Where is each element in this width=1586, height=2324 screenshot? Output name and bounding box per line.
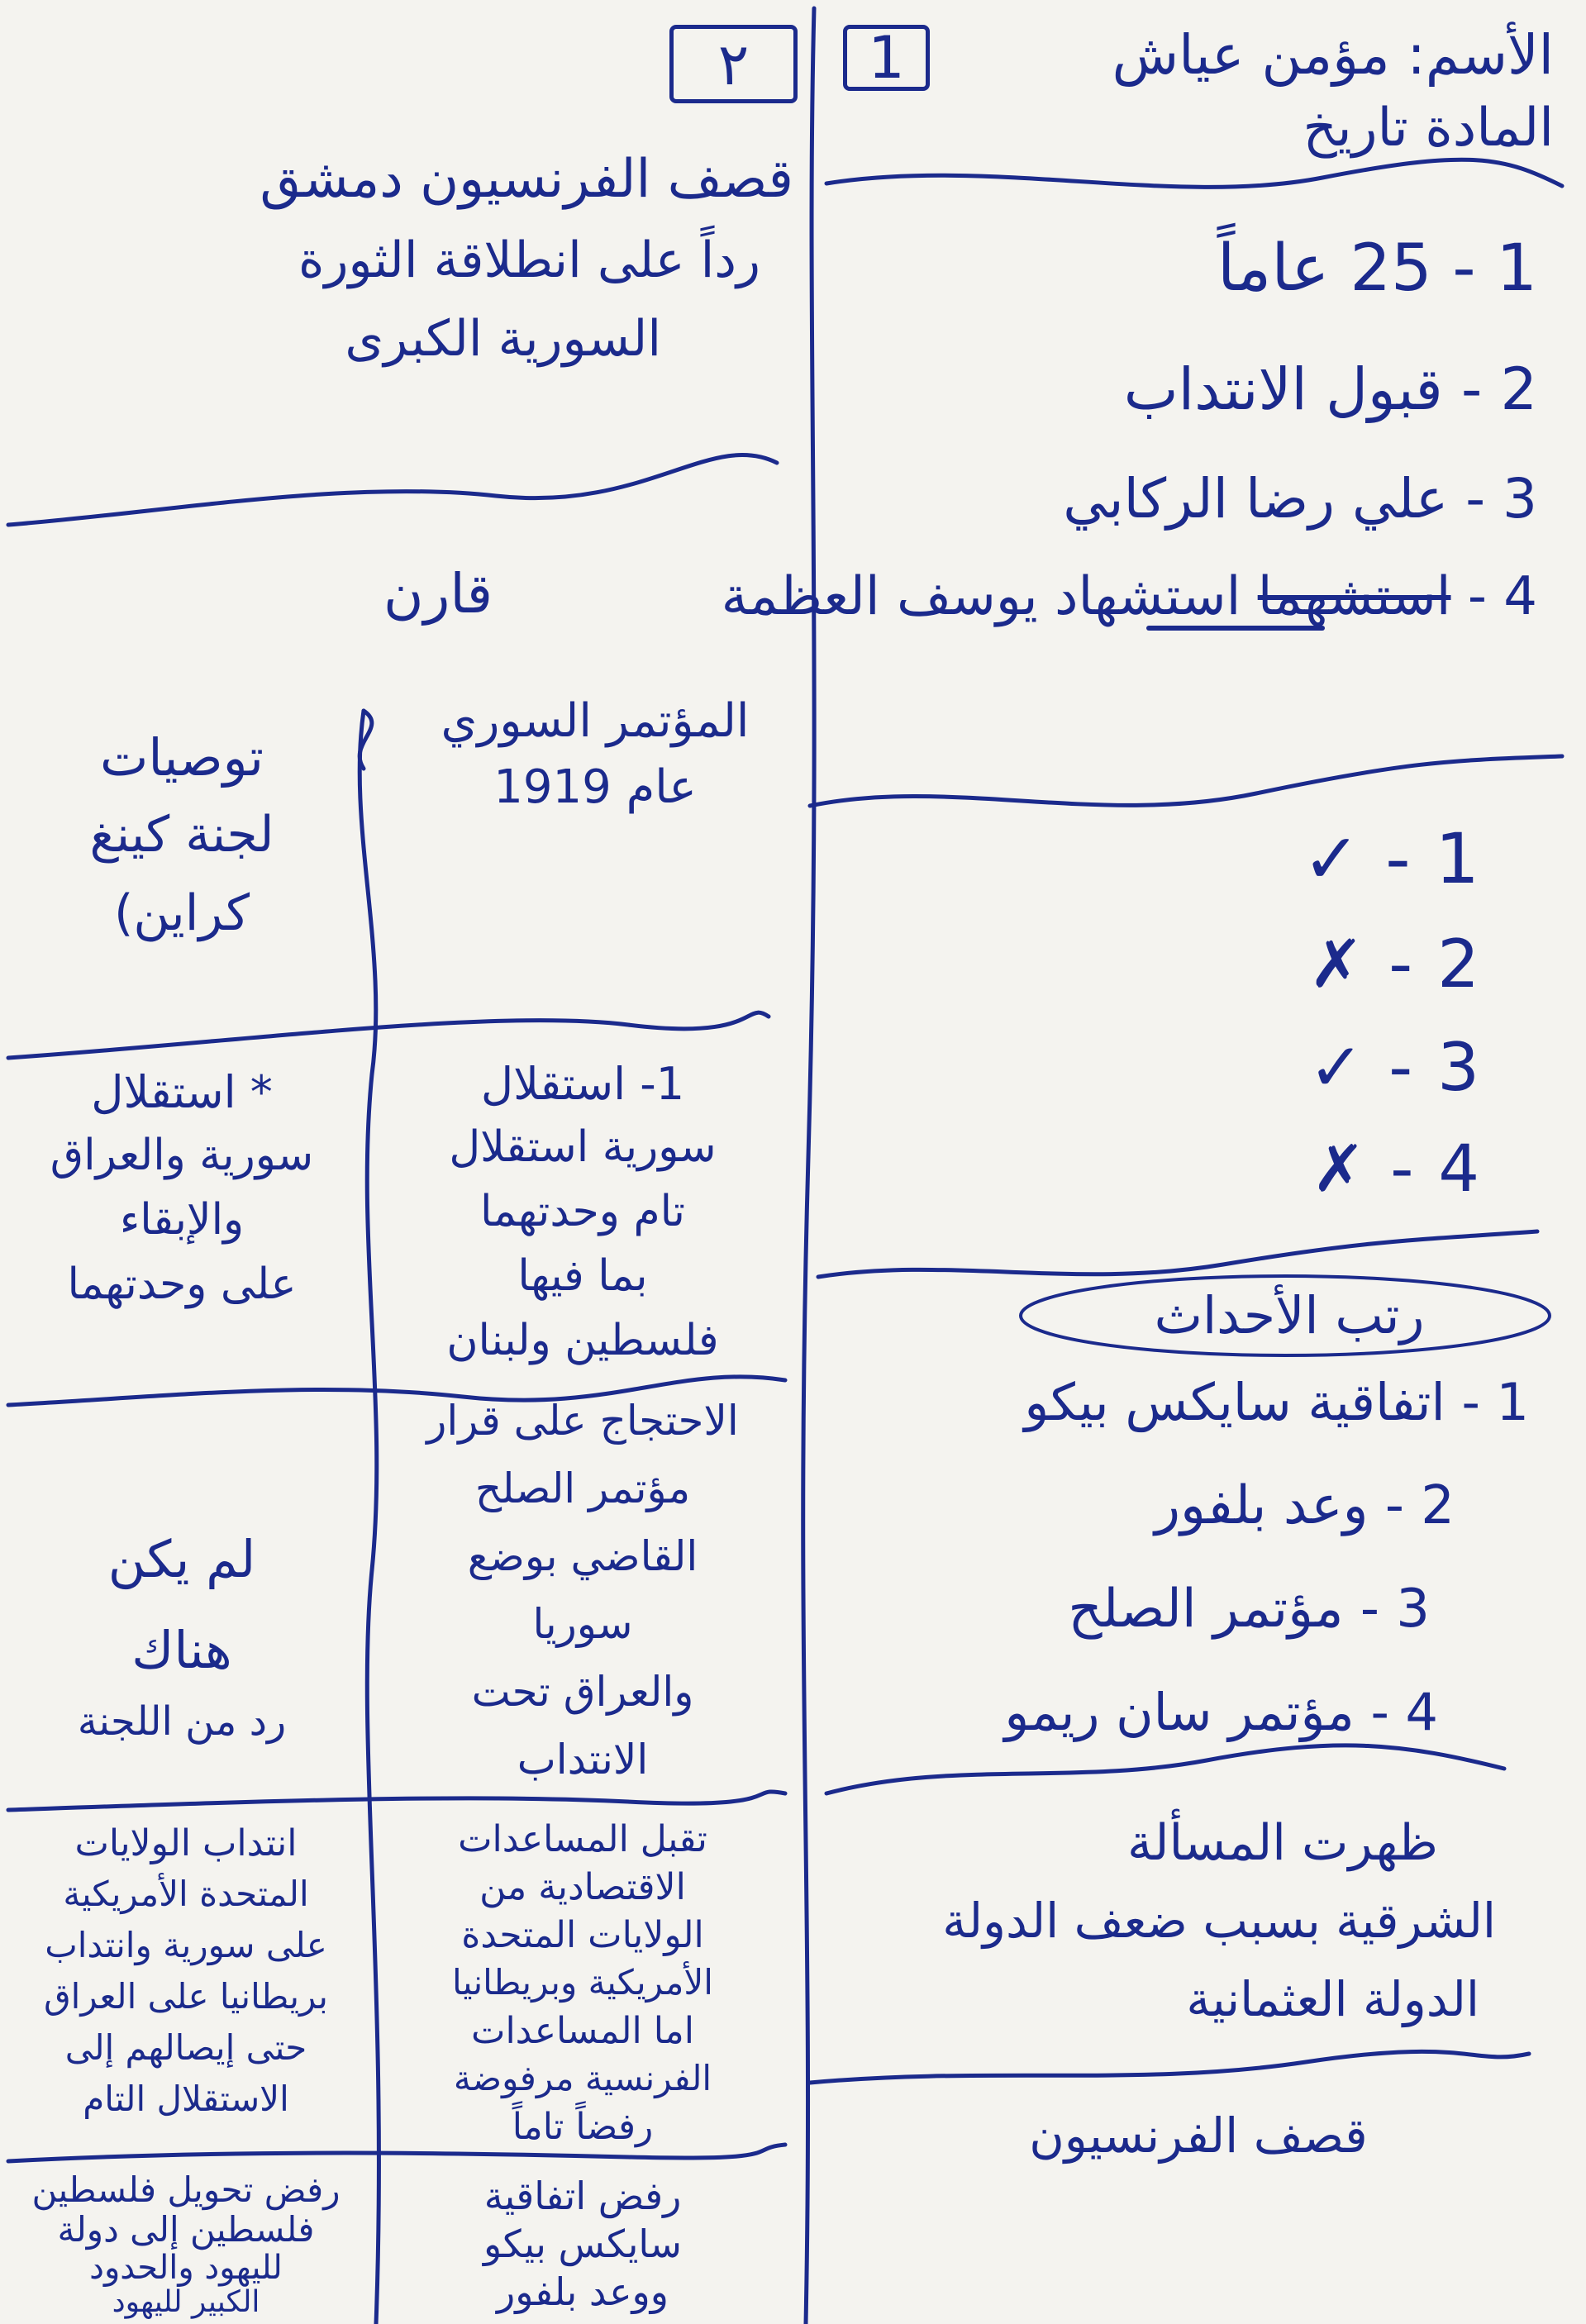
answer-b-2: ✗ - 2 [1308,926,1479,1002]
intro-line-2: رداً على انطلاقة الثورة [298,231,760,289]
intro-paragraph [8,149,793,388]
col-head-congress: المؤتمر السوري عام 1919 [441,694,750,814]
wave-left-1 [8,455,777,525]
order-item-2: 2 - وعد بلفور [1155,1475,1455,1536]
row2-king-crane: لم يكن هناك رد من اللجنة [77,1529,287,1745]
compare-label: قارن [383,562,493,626]
struck-draft: استشهما [1257,566,1451,627]
order-item-3: 3 - مؤتمر الصلح [1068,1579,1430,1640]
wave-right-5 [810,2051,1529,2083]
page-number-1: 1 [868,24,905,92]
wave-right-2 [810,756,1562,806]
explain-line-1: ظهرت المسألة [1127,1814,1438,1872]
explain-line-3: الدولة العثمانية [1186,1971,1479,2027]
answer-a-3: 3 - علي رضا الركابي [1063,467,1537,531]
wave-right-3 [818,1231,1537,1277]
explain-answer [826,1814,1546,2050]
subject-name: المادة تاريخ [1303,98,1554,159]
wave-left-2 [8,1012,769,1058]
order-item-1: 1 - اتفاقية سايكس بيكو [1024,1372,1529,1432]
row4-king-crane: رفض تحويل فلسطين فلسطين إلى دولة لليهود والحدود الكبير لليهود [31,2169,341,2319]
student-name: الأسم: مؤمن عياش [1112,23,1554,87]
row1-king-crane: * استقلال سورية والعراق والإبقاء على وحدتهما [50,1066,314,1309]
row4-congress: رفض اتفاقية سايكس بيكو ووعد بلفور [483,2174,682,2314]
explain-line-2: الشرقية بسبب ضعف الدولة [942,1893,1496,1949]
row3-congress: تقبل المساعدات الاقتصادية من الولايات المتحدة الأمريكية وبريطانيا اما المساعدات الفرنسية مرفوضة رفضاً تاماً [452,1818,713,2148]
col-head-king-crane: توصيات لجنة كينغ كراين) [89,727,274,942]
page-number-box-1 [843,25,930,91]
wave-right-1 [826,160,1562,187]
row3-king-crane: انتداب الولايات المتحدة الأمريكية على سورية وانتداب بريطانيا على العراق حتى إيصالهم إلى الاستقلال التام [44,1822,328,2119]
answer-a-1: 1 - 25 عاماً [1217,231,1537,306]
intro-line-1: قصف الفرنسيون دمشق [260,149,793,210]
answer-a-2: 2 - قبول الانتداب [1123,355,1537,423]
order-list [843,1372,1529,1785]
intro-line-3: السورية الكبرى [345,310,661,368]
answer-b-3: ✓ - 3 [1308,1029,1479,1106]
answers-section-a [721,231,1537,632]
answers-section-b [1198,818,1479,1231]
row2-congress: الاحتجاج على قرار مؤتمر الصلح القاضي بوضع سوريا والعراق تحت الانتداب [426,1397,739,1783]
order-item-4: 4 - مؤتمر سان ريمو [1004,1682,1438,1742]
page-number-2: ٢ [717,30,750,98]
row1-congress: 1- استقلال سورية استقلال تام وحدتهما بما فيها فلسطين ولبنان [446,1058,719,1365]
order-label: رتب الأحداث [1154,1285,1425,1345]
answer-b-1: ✓ - 1 [1302,818,1479,899]
page-number-box-2 [669,25,798,103]
final-answer-line: قصف الفرنسيون [1029,2107,1368,2164]
center-divider [803,8,814,2324]
answer-b-4: ✗ - 4 [1311,1132,1479,1207]
answer-a-4: 4 - استشهما استشهاد يوسف العظمة [721,566,1537,627]
